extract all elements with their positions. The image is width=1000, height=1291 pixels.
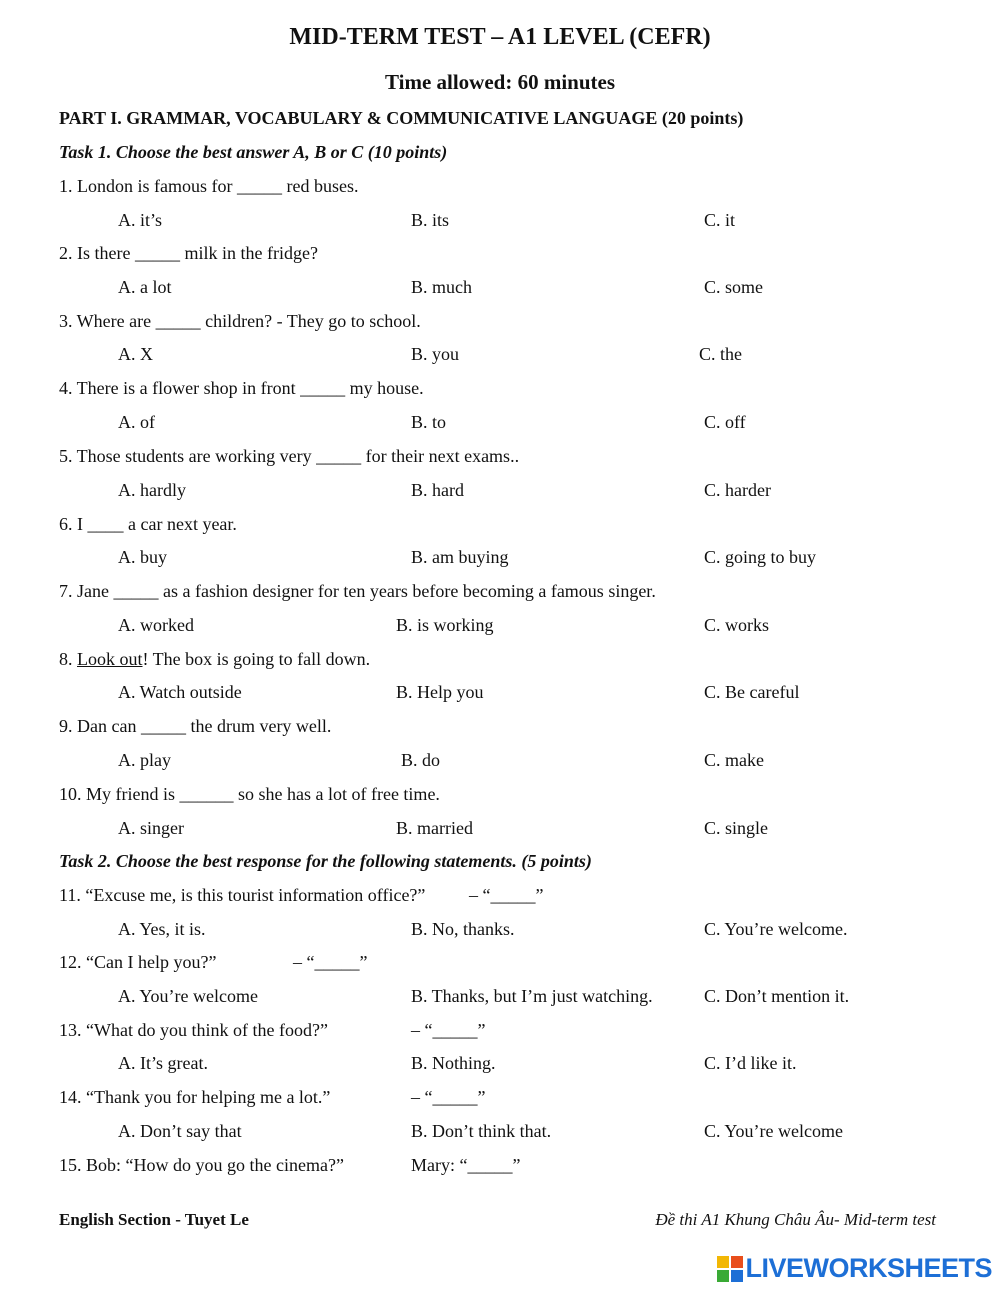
task-heading: Task 1. Choose the best answer A, B or C (10 points) [59,142,448,162]
option-a: A. a lot [118,277,172,297]
part-heading: PART I. GRAMMAR, VOCABULARY & COMMUNICATIVE LANGUAGE (20 points) [59,108,744,128]
option-a: A. hardly [118,480,186,500]
question-3: 3. Where are _____ children? - They go to school. [59,311,421,331]
response-blank: – “_____” [411,1020,486,1040]
option-b: B. am buying [411,547,509,567]
option-c: C. You’re welcome. [704,919,848,939]
brand-name: LIVEWORKSHEETS [745,1253,992,1283]
liveworksheets-icon [717,1256,743,1282]
option-c: C. going to buy [704,547,817,567]
option-c: C. Don’t mention it. [704,986,850,1006]
option-a: A. X [118,344,153,364]
option-a: A. singer [118,818,184,838]
question-1: 1. London is famous for _____ red buses. [59,176,359,196]
option-b: B. is working [396,615,494,635]
option-a: A. Yes, it is. [118,919,206,939]
footer-test-name: Đề thi A1 Khung Châu Âu- Mid-term test [655,1210,936,1229]
question-number: 8. [59,649,77,669]
option-c: C. harder [704,480,771,500]
option-c: C. off [704,412,746,432]
liveworksheets-logo [717,1253,992,1284]
option-c: C. I’d like it. [704,1053,797,1073]
option-a: A. Watch outside [118,682,242,702]
footer-author: English Section - Tuyet Le [59,1210,249,1229]
question-12: 12. “Can I help you?” [59,952,217,972]
page-title: MID-TERM TEST – A1 LEVEL (CEFR) [289,24,711,50]
option-b: B. Thanks, but I’m just watching. [411,986,653,1006]
response-blank: – “_____” [293,952,368,972]
question-14: 14. “Thank you for helping me a lot.” [59,1087,331,1107]
option-c: C. it [704,210,736,230]
question-10: 10. My friend is ______ so she has a lot of free time. [59,784,440,804]
option-c: C. Be careful [704,682,800,702]
option-b: B. Don’t think that. [411,1121,552,1141]
option-b: B. Nothing. [411,1053,496,1073]
option-b: B. Help you [396,682,484,702]
question-11: 11. “Excuse me, is this tourist information office?” [59,885,426,905]
option-b: B. its [411,210,450,230]
question-13: 13. “What do you think of the food?” [59,1020,328,1040]
question-15: 15. Bob: “How do you go the cinema?” [59,1155,344,1175]
option-c: C. the [699,344,742,364]
option-a: A. it’s [118,210,163,230]
question-5: 5. Those students are working very _____ for their next exams.. [59,446,520,466]
question-text: ! The box is going to fall down. [142,649,371,669]
question-2: 2. Is there _____ milk in the fridge? [59,243,318,263]
response-blank: – “_____” [469,885,544,905]
question-7: 7. Jane _____ as a fashion designer for ten years before becoming a famous singer. [59,581,656,601]
option-b: B. married [396,818,473,838]
option-c: C. You’re welcome [704,1121,843,1141]
option-a: A. worked [118,615,194,635]
option-a: A. of [118,412,155,432]
option-a: A. buy [118,547,167,567]
option-a: A. Don’t say that [118,1121,242,1141]
option-c: C. works [704,615,770,635]
question-4: 4. There is a flower shop in front _____ my house. [59,378,424,398]
option-b: B. you [411,344,460,364]
option-a: A. play [118,750,171,770]
option-b: B. much [411,277,472,297]
option-b: B. do [401,750,441,770]
option-b: B. to [411,412,447,432]
option-c: C. single [704,818,769,838]
option-c: C. some [704,277,764,297]
response-blank: – “_____” [411,1087,486,1107]
response-blank: Mary: “_____” [411,1155,521,1175]
question-6: 6. I ____ a car next year. [59,514,237,534]
task-heading: Task 2. Choose the best response for the following statements. (5 points) [59,851,592,871]
option-a: A. You’re welcome [118,986,258,1006]
option-c: C. make [704,750,764,770]
question-8 [59,649,370,670]
option-a: A. It’s great. [118,1053,208,1073]
option-b: B. hard [411,480,464,500]
question-9: 9. Dan can _____ the drum very well. [59,716,332,736]
time-allowed: Time allowed: 60 minutes [384,70,616,94]
underlined-phrase: Look out [77,649,143,669]
option-b: B. No, thanks. [411,919,515,939]
